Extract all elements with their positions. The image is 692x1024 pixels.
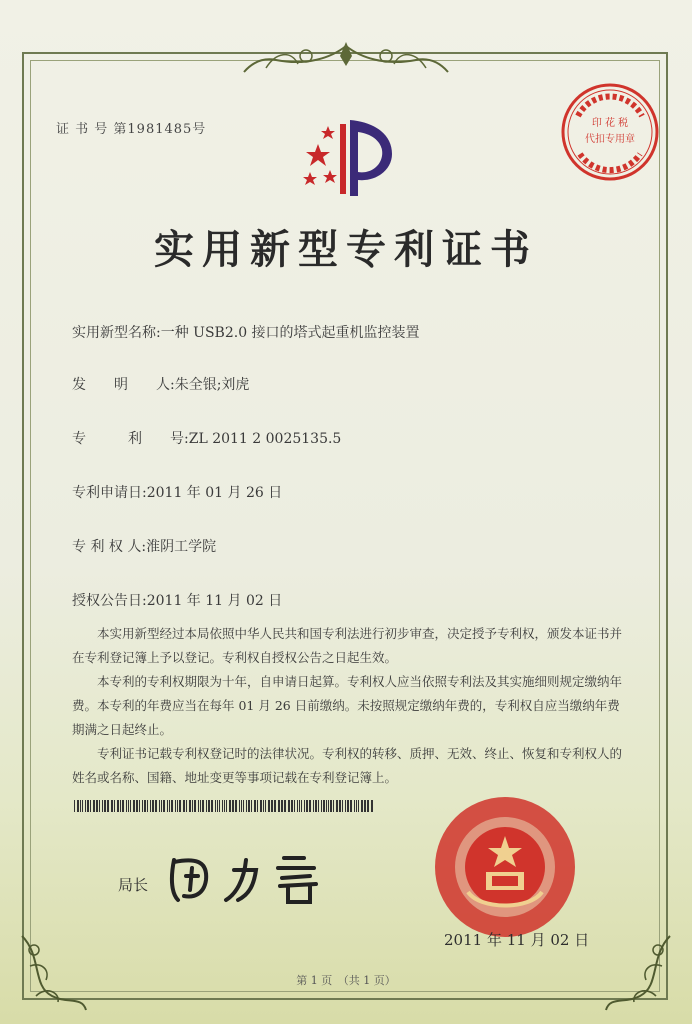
barcode-bar xyxy=(339,800,341,812)
barcode-bar xyxy=(82,800,83,812)
barcode-bar xyxy=(336,800,338,812)
barcode-bar xyxy=(80,800,81,812)
certificate-body xyxy=(72,622,632,790)
svg-text:印 花 税: 印 花 税 xyxy=(591,118,629,129)
barcode-bar xyxy=(350,800,352,812)
barcode-bar xyxy=(177,800,178,812)
barcode-bar xyxy=(358,800,359,812)
barcode-bar xyxy=(309,800,311,812)
barcode-bar xyxy=(297,800,298,812)
barcode-bar xyxy=(183,800,184,812)
barcode-bar xyxy=(171,800,173,812)
barcode-bar xyxy=(224,800,225,812)
barcode-bar xyxy=(136,800,138,812)
patent-number-row xyxy=(72,428,341,448)
barcode-bar xyxy=(345,800,346,812)
barcode-bar xyxy=(255,800,256,812)
barcode-bar xyxy=(274,800,276,812)
top-ornament-icon xyxy=(236,38,456,78)
inventor-row xyxy=(72,374,249,394)
barcode-bar xyxy=(189,800,191,812)
patent-office-logo-icon xyxy=(296,110,406,200)
barcode-bar xyxy=(215,800,216,812)
barcode-bar xyxy=(235,800,237,812)
barcode-bar xyxy=(93,800,95,812)
barcode-bar xyxy=(342,800,343,812)
utility-name-label: 实用新型名称: xyxy=(72,325,161,341)
barcode-bar xyxy=(211,800,213,812)
barcode-bar xyxy=(163,800,165,812)
tax-seal-stamp-icon xyxy=(558,80,662,184)
body-paragraph-2: 本专利的专利权期限为十年，自申请日起算。专利权人应当依照专利法及其实施细则规定缴纳年费。本专利的年费应当在每年 01 月 26 日前缴纳。未按照规定缴纳年费的，专利权自应当缴纳年费期满之日起终止。 xyxy=(72,674,623,737)
barcode-bar xyxy=(77,800,79,812)
barcode-bar xyxy=(232,800,234,812)
filing-date-row xyxy=(72,482,282,502)
barcode-bar xyxy=(117,800,119,812)
barcode-bar xyxy=(150,800,151,812)
barcode xyxy=(74,800,374,812)
filing-date-label: 专利申请日: xyxy=(72,485,147,501)
barcode-bar xyxy=(241,800,242,812)
utility-name-row xyxy=(72,322,420,342)
barcode-bar xyxy=(159,800,160,812)
barcode-bar xyxy=(257,800,258,812)
barcode-bar xyxy=(126,800,127,812)
grant-date-row xyxy=(72,590,282,610)
director-signature-icon xyxy=(164,850,344,910)
filing-date-value: 2011 年 01 月 26 日 xyxy=(146,485,283,501)
barcode-bar xyxy=(192,800,193,812)
barcode-bar xyxy=(102,800,103,812)
barcode-bar xyxy=(111,800,112,812)
patentee-row xyxy=(72,536,216,556)
barcode-bar xyxy=(306,800,308,812)
patent-number-value: ZL 2011 2 0025135.5 xyxy=(188,431,342,447)
barcode-bar xyxy=(265,800,266,812)
barcode-bar xyxy=(142,800,143,812)
barcode-bar xyxy=(152,800,154,812)
barcode-bar xyxy=(367,800,369,812)
barcode-bar xyxy=(219,800,220,812)
barcode-bar xyxy=(99,800,100,812)
barcode-bar xyxy=(198,800,199,812)
barcode-bar xyxy=(323,800,325,812)
barcode-bar xyxy=(155,800,157,812)
barcode-bar xyxy=(288,800,290,812)
barcode-bar xyxy=(304,800,305,812)
barcode-bar xyxy=(246,800,247,812)
barcode-bar xyxy=(167,800,168,812)
patent-number-label: 专 利 号: xyxy=(72,431,189,447)
barcode-bar xyxy=(85,800,86,812)
barcode-bar xyxy=(87,800,89,812)
barcode-bar xyxy=(278,800,280,812)
barcode-bar xyxy=(321,800,322,812)
barcode-bar xyxy=(147,800,148,812)
barcode-bar xyxy=(318,800,319,812)
barcode-bar xyxy=(114,800,115,812)
barcode-bar xyxy=(361,800,363,812)
barcode-bar xyxy=(186,800,187,812)
barcode-bar xyxy=(315,800,317,812)
inventor-value: 朱全银;刘虎 xyxy=(174,377,250,393)
barcode-bar xyxy=(128,800,129,812)
barcode-bar xyxy=(356,800,357,812)
barcode-bar xyxy=(260,800,262,812)
barcode-bar xyxy=(268,800,270,812)
barcode-bar xyxy=(130,800,131,812)
body-paragraph-3: 专利证书记载专利权登记时的法律状况。专利权的转移、质押、无效、终止、恢复和专利权人的姓名或名称、国籍、地址变更等事项记载在专利登记簿上。 xyxy=(72,746,623,785)
svg-text:代扣专用章: 代扣专用章 xyxy=(585,134,635,145)
barcode-bar xyxy=(217,800,218,812)
inventor-label: 发 明 人: xyxy=(72,377,175,393)
barcode-bar xyxy=(104,800,106,812)
barcode-bar xyxy=(301,800,302,812)
barcode-bar xyxy=(112,800,113,812)
barcode-bar xyxy=(200,800,201,812)
barcode-bar xyxy=(284,800,286,812)
barcode-bar xyxy=(291,800,293,812)
barcode-bar xyxy=(202,800,204,812)
barcode-bar xyxy=(330,800,332,812)
barcode-bar xyxy=(139,800,140,812)
barcode-bar xyxy=(179,800,181,812)
barcode-bar xyxy=(347,800,349,812)
barcode-bar xyxy=(175,800,176,812)
barcode-bar xyxy=(122,800,124,812)
barcode-bar xyxy=(229,800,231,812)
page-footer: 第 1 页 （共 1 页） xyxy=(296,974,396,987)
barcode-bar xyxy=(313,800,314,812)
state-ip-office-seal-icon xyxy=(430,792,580,942)
barcode-bar xyxy=(271,800,273,812)
barcode-bar xyxy=(371,800,373,812)
barcode-bar xyxy=(208,800,210,812)
grant-date-value: 2011 年 11 月 02 日 xyxy=(146,593,283,609)
certificate-number: 证 书 号 第1981485号 xyxy=(56,122,207,137)
barcode-bar xyxy=(120,800,121,812)
barcode-bar xyxy=(169,800,170,812)
barcode-bar xyxy=(206,800,207,812)
patentee-label: 专 利 权 人: xyxy=(72,539,147,555)
barcode-bar xyxy=(222,800,223,812)
bottom-right-ornament-icon xyxy=(600,926,680,1016)
barcode-bar xyxy=(294,800,295,812)
patentee-value: 淮阴工学院 xyxy=(146,539,217,555)
director-label: 局长 xyxy=(118,876,149,894)
barcode-bar xyxy=(333,800,334,812)
barcode-bar xyxy=(90,800,91,812)
barcode-bar xyxy=(74,800,75,812)
body-paragraph-1: 本实用新型经过本局依照中华人民共和国专利法进行初步审查，决定授予专利权，颁发本证书并在专利登记簿上予以登记。专利权自授权公告之日起生效。 xyxy=(72,626,623,665)
barcode-bar xyxy=(328,800,329,812)
certificate-title: 实用新型专利证书 xyxy=(154,226,538,273)
barcode-bar xyxy=(194,800,196,812)
grant-date-label: 授权公告日: xyxy=(72,593,147,609)
bottom-left-ornament-icon xyxy=(12,926,92,1016)
barcode-bar xyxy=(107,800,109,812)
barcode-bar xyxy=(133,800,135,812)
barcode-bar xyxy=(281,800,283,812)
barcode-bar xyxy=(299,800,300,812)
barcode-bar xyxy=(96,800,98,812)
barcode-bar xyxy=(243,800,244,812)
barcode-bar xyxy=(364,800,366,812)
barcode-bar xyxy=(226,800,227,812)
barcode-bar xyxy=(239,800,240,812)
barcode-bar xyxy=(144,800,146,812)
barcode-bar xyxy=(326,800,327,812)
issue-date: 2011 年 11 月 02 日 xyxy=(444,931,590,949)
barcode-bar xyxy=(254,800,255,812)
barcode-bar xyxy=(184,800,185,812)
barcode-bar xyxy=(263,800,264,812)
utility-name-value: 一种 USB2.0 接口的塔式起重机监控装置 xyxy=(160,325,420,341)
barcode-bar xyxy=(248,800,250,812)
barcode-bar xyxy=(354,800,355,812)
barcode-bar xyxy=(251,800,252,812)
barcode-bar xyxy=(161,800,162,812)
